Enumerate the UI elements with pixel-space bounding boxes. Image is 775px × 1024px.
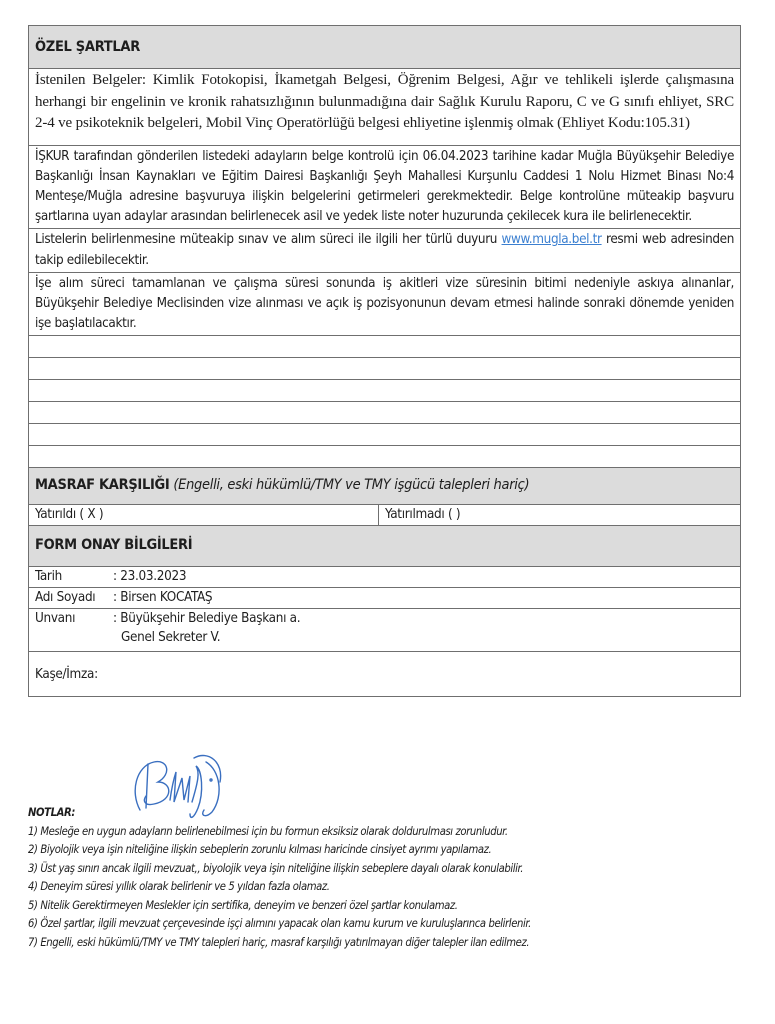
unvan-line-1: : Büyükşehir Belediye Başkanı a. (113, 611, 301, 627)
tarih-row (29, 567, 741, 588)
masraf-title-bold: MASRAF KARŞILIĞI (35, 477, 170, 494)
ozel-sartlar-form (28, 25, 741, 697)
empty-row (29, 446, 741, 468)
ozel-sartlar-header (29, 26, 741, 69)
note-item: 1) Mesleğe en uygun adayların belirlenebilmesi için bu formun eksiksiz olarak doldurulması zorunludur. (28, 824, 508, 838)
listeler-text-before: Listelerin belirlenmesine müteakip sınav ve alım süreci ile ilgili her türlü duyuru (35, 232, 502, 248)
adsoyad-label: Adı Soyadı (35, 590, 96, 606)
masraf-header (29, 468, 741, 505)
iskur-paragraph-cell: İŞKUR tarafından gönderilen listedeki adayların belge kontrolü için 06.04.2023 tarihine kadar Muğla Büyükşehir Belediye Başkanlığı İnsan Kaynakları ve Eğitim Dairesi Başkanlığı Şeyh Mahallesi Kurşunlu Caddesi 1 Nolu Hizmet Binası No:4 Menteşe/Muğla adresine başvuruya ilişkin belgelerini getirmeleri gerekmektedir. Belge kontrolüne müteakip başvuru şartlarına uyan adaylar arasından belirlenecek asil ve yedek liste noter huzurunda çekilecek kura ile belirlenecektir. (29, 145, 741, 229)
note-item: 3) Üst yaş sınırı ancak ilgili mevzuat,, biyolojik veya işin niteliğine ilişkin sebeplere dayalı olarak konulabilir. (28, 861, 524, 875)
tarih-label: Tarih (35, 569, 62, 585)
unvan-line-2: Genel Sekreter V. (121, 630, 221, 646)
form-onay-title: FORM ONAY BİLGİLERİ (35, 537, 193, 554)
adsoyad-value: : Birsen KOCATAŞ (113, 590, 213, 606)
istenilen-belgeler-cell: İstenilen Belgeler: Kimlik Fotokopisi, İkametgah Belgesi, Öğrenim Belgesi, Ağır ve tehlikeli işlerde çalışmasına herhangi bir engelinin ve kronik rahatsızlığının bulunmadığına dair Sağlık Kurulu Raporu, C ve G sınıfı ehliyet, SRC 2-4 ve psikoteknik belgeleri, Mobil Vinç Operatörlüğü belgesi ehliyetine işlenmiş olmak (Ehliyet Kodu:105.31) (29, 69, 741, 146)
mugla-website-link[interactable]: www.mugla.bel.tr (501, 232, 602, 248)
listeler-paragraph-cell (29, 229, 741, 272)
unvan-row (29, 609, 741, 652)
note-item: 5) Nitelik Gerektirmeyen Meslekler için sertifika, deneyim ve benzeri özel şartlar konulamaz. (28, 898, 458, 912)
note-item: 2) Biyolojik veya işin niteliğine ilişkin sebeplerin zorunlu kılması haricinde cinsiyet ayrımı yapılamaz. (28, 843, 492, 856)
note-item: 7) Engelli, eski hükümlü/TMY ve TMY talepleri hariç, masraf karşılığı yatırılmayan diğer talepler ilan edilmez. (28, 935, 530, 949)
empty-row (29, 336, 741, 358)
masraf-title-note: (Engelli, eski hükümlü/TMY ve TMY işgücü talepleri hariç) (169, 477, 530, 494)
unvan-label: Unvanı (35, 611, 76, 627)
form-onay-header (29, 526, 741, 567)
empty-row (29, 358, 741, 380)
tarih-value: : 23.03.2023 (113, 569, 187, 585)
empty-row (29, 402, 741, 424)
masraf-title (35, 468, 529, 493)
listeler-text-after: resmi web adresinden takip edilebilecektir. (35, 232, 735, 268)
notlar-title: NOTLAR: (28, 806, 76, 819)
notlar-section (28, 804, 768, 952)
ise-alim-paragraph-cell: İşe alım süreci tamamlanan ve çalışma süresi sonunda iş akitleri vize süresinin bitimi nedeniyle askıya alınanlar, Büyükşehir Belediye Meclisinden vize alınması ve açık iş pozisyonunun devam etmesi halinde sonraki dönemde yeniden işe başlatılacaktır. (29, 272, 741, 336)
empty-row (29, 380, 741, 402)
empty-row (29, 424, 741, 446)
note-item: 6) Özel şartlar, ilgili mevzuat çerçevesinde işçi alımını yapacak olan kamu kurum ve kuruluşlarınca belirlenir. (28, 917, 531, 930)
yatirilmadi-option[interactable]: Yatırılmadı ( ) (379, 505, 741, 526)
adsoyad-row (29, 588, 741, 609)
kase-imza-label: Kaşe/İmza: (35, 666, 98, 682)
ozel-sartlar-title: ÖZEL ŞARTLAR (35, 39, 140, 55)
kase-imza-row (29, 652, 741, 697)
unvan-value (113, 609, 300, 647)
note-item: 4) Deneyim süresi yıllık olarak belirlenir ve 5 yıldan fazla olamaz. (28, 880, 330, 893)
yatirildi-option[interactable]: Yatırıldı ( X ) (29, 505, 379, 526)
